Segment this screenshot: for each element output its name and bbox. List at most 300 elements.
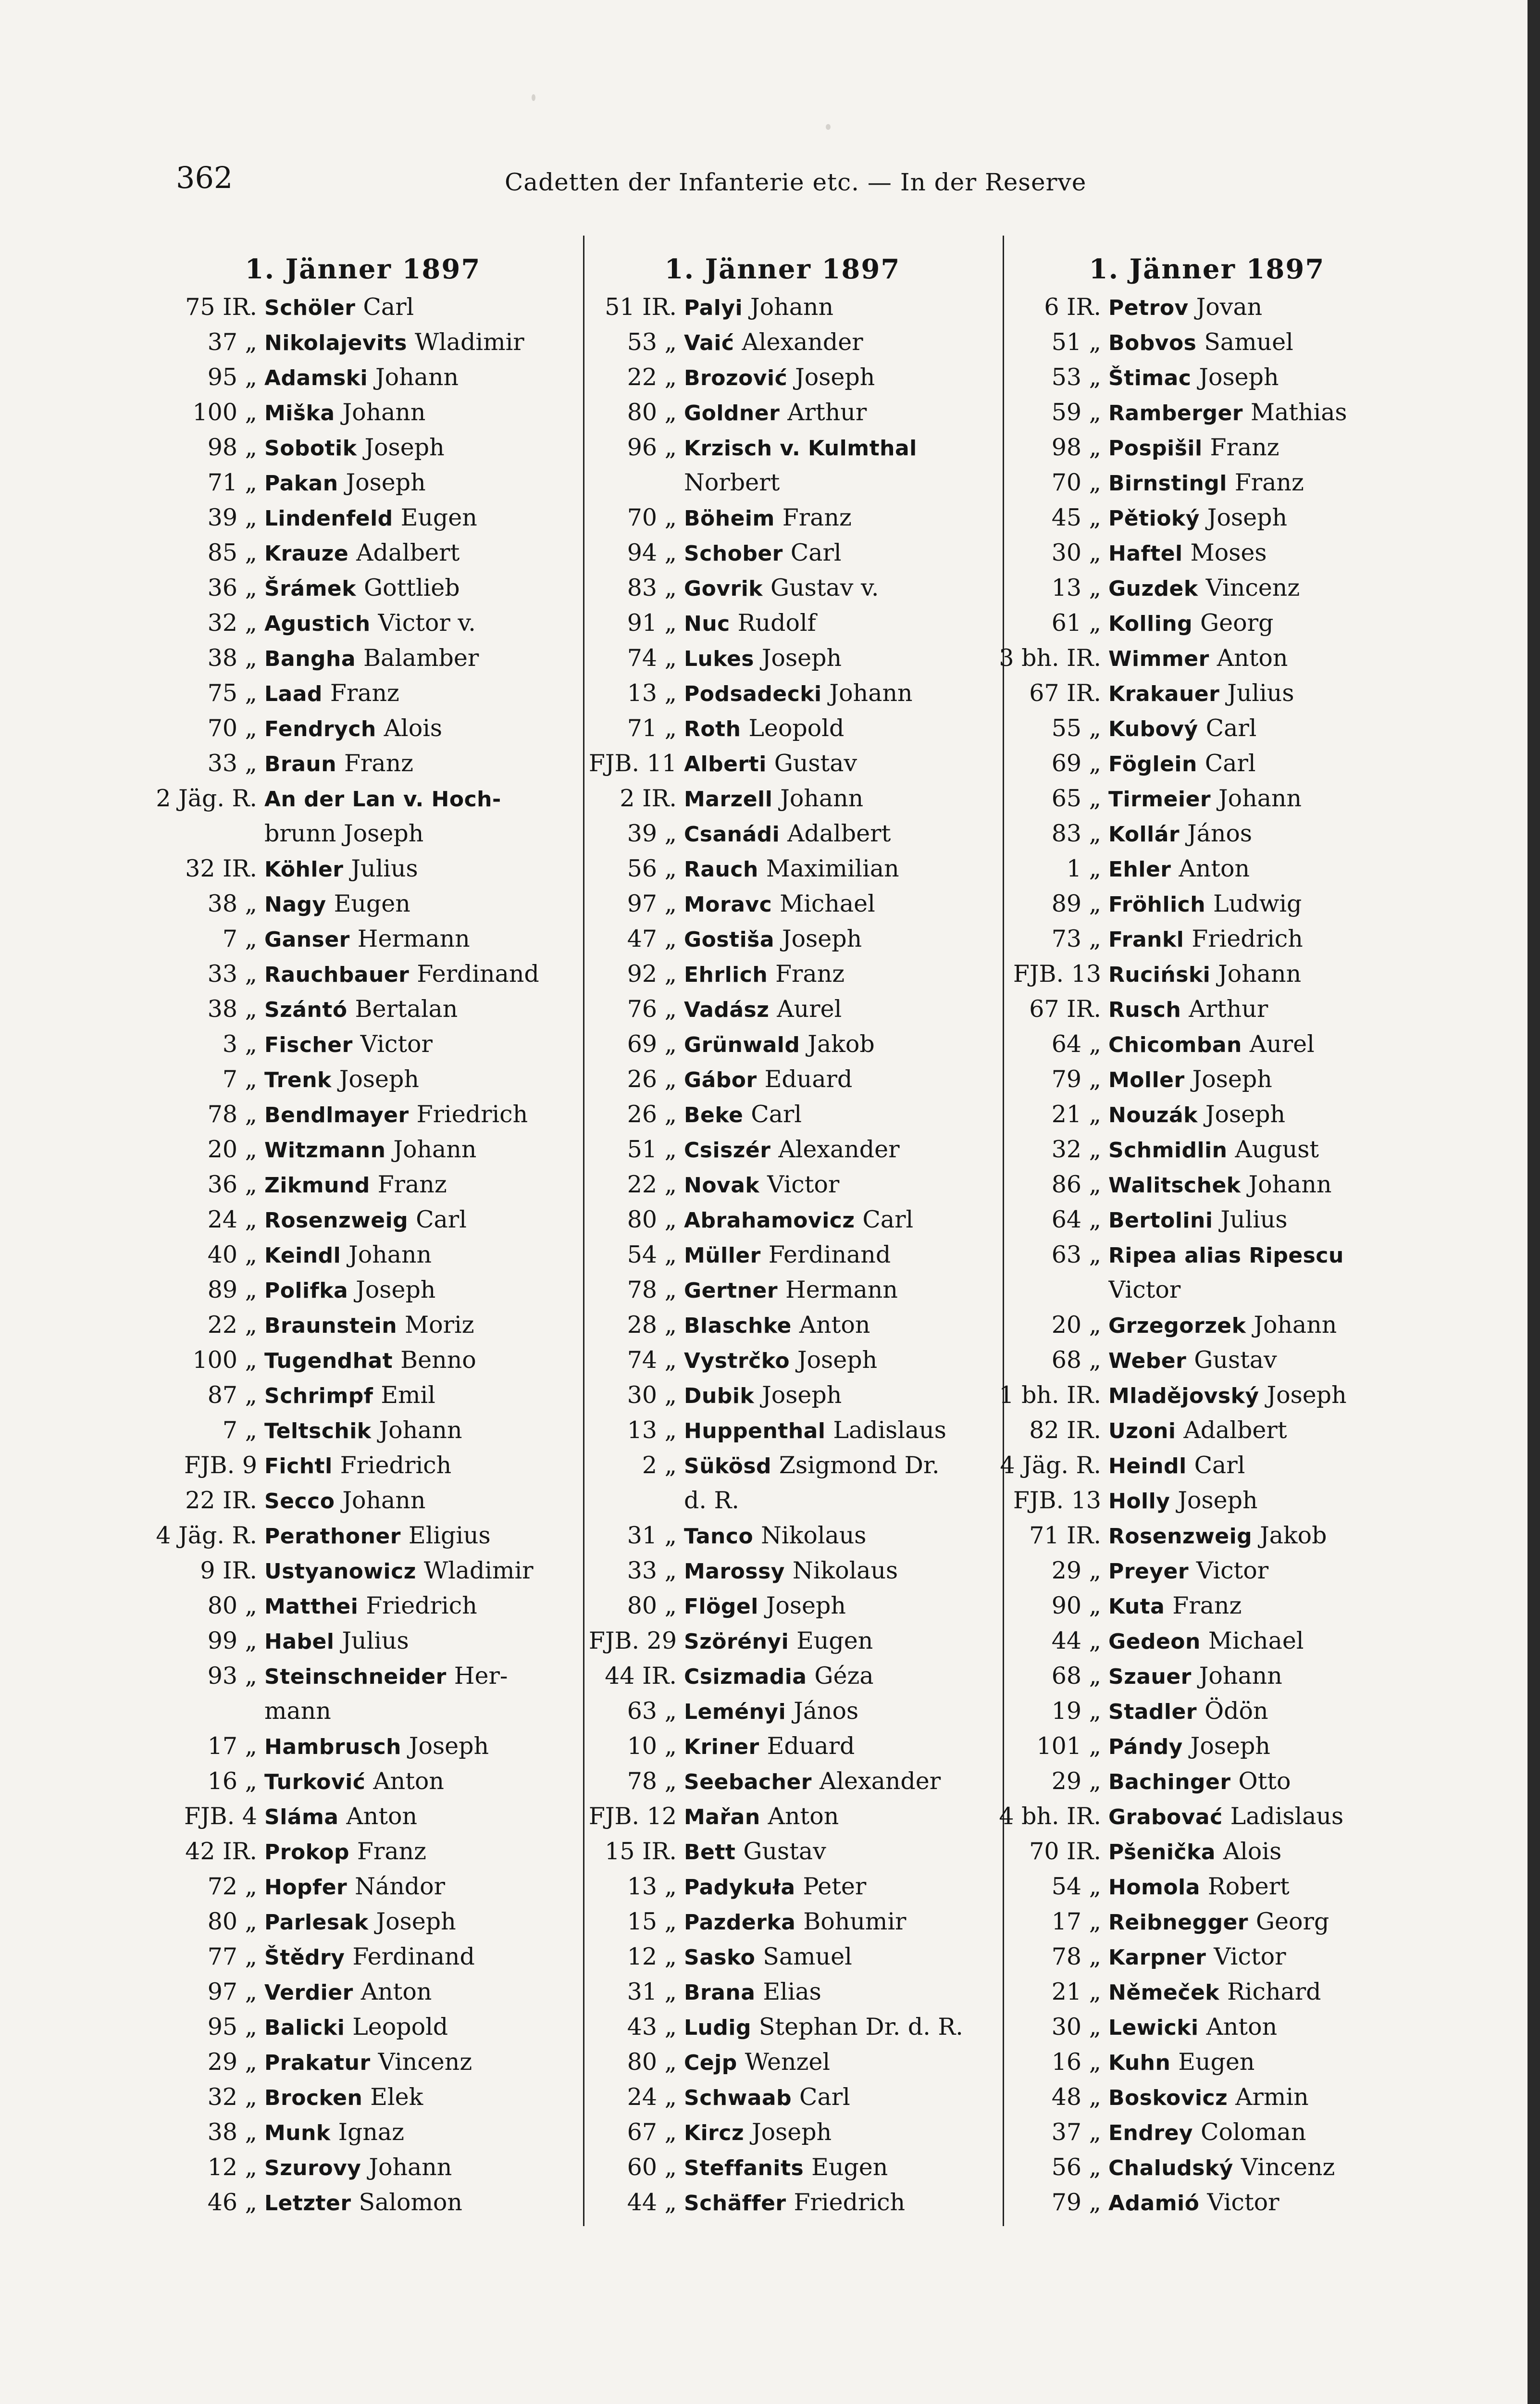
regiment-ref: 54 „ bbox=[1051, 1873, 1101, 1900]
running-title: Cadetten der Infanterie etc. — In der Reserve bbox=[505, 168, 1087, 196]
surname: Weber bbox=[1108, 1349, 1187, 1373]
entry-name bbox=[1108, 1904, 1416, 1940]
entry-name bbox=[264, 1167, 572, 1203]
list-item bbox=[154, 465, 572, 500]
surname: Vystrčko bbox=[684, 1349, 790, 1373]
given-name: Franz bbox=[775, 960, 845, 988]
regiment-ref: 70 „ bbox=[207, 714, 257, 742]
surname: Vaić bbox=[684, 331, 734, 355]
given-name: Arthur bbox=[787, 399, 867, 426]
list-item bbox=[573, 1939, 992, 1974]
surname: Gábor bbox=[684, 1068, 757, 1092]
surname: Kriner bbox=[684, 1735, 759, 1759]
list-item bbox=[998, 711, 1416, 746]
surname: Padykuła bbox=[684, 1875, 795, 1900]
entry-name bbox=[1108, 1623, 1416, 1659]
regiment-ref: 22 „ bbox=[207, 1311, 257, 1339]
entry-name bbox=[1108, 676, 1416, 712]
given-name: Leopold bbox=[352, 2013, 448, 2041]
list-item bbox=[998, 1377, 1416, 1413]
entry-name bbox=[684, 2185, 992, 2221]
regiment-ref: 10 „ bbox=[627, 1732, 677, 1760]
entry-name bbox=[264, 640, 572, 676]
surname: Adamió bbox=[1108, 2191, 1200, 2216]
regiment-ref: 33 „ bbox=[207, 960, 257, 988]
surname: Böheim bbox=[684, 506, 775, 531]
surname: Bobvos bbox=[1108, 331, 1197, 355]
surname: Abrahamovicz bbox=[684, 1208, 855, 1233]
regiment-ref: 78 „ bbox=[207, 1101, 257, 1128]
surname: Adamski bbox=[264, 366, 368, 390]
given-name: Carl bbox=[1205, 750, 1256, 777]
given-name: Carl bbox=[363, 293, 414, 321]
list-item bbox=[573, 2044, 992, 2079]
given-name: Leopold bbox=[748, 714, 845, 742]
entry-name bbox=[684, 1869, 992, 1905]
regiment-ref: 30 „ bbox=[627, 1381, 677, 1409]
given-name: Alois bbox=[384, 714, 443, 742]
surname: Heindl bbox=[1108, 1454, 1187, 1478]
entry-name bbox=[264, 2150, 572, 2186]
entry-name bbox=[684, 360, 992, 396]
surname: Štědry bbox=[264, 1945, 345, 1970]
surname: Nagy bbox=[264, 892, 326, 917]
list-item bbox=[154, 991, 572, 1027]
surname: Schwaab bbox=[684, 2086, 792, 2110]
regiment-ref: 1 bh. IR. bbox=[999, 1381, 1101, 1409]
column-heading: 1. Jänner 1897 bbox=[245, 253, 481, 285]
given-name: Julius bbox=[1227, 679, 1294, 707]
entry-name bbox=[684, 1728, 992, 1765]
given-name: Eugen bbox=[334, 890, 410, 917]
entry-name bbox=[684, 1658, 992, 1694]
surname: Govrik bbox=[684, 576, 763, 601]
surname: Perathoner bbox=[264, 1524, 401, 1549]
given-name: Samuel bbox=[763, 1943, 852, 1970]
given-name: Joseph bbox=[782, 925, 862, 952]
regiment-ref: 76 „ bbox=[627, 995, 677, 1023]
entry-name bbox=[1108, 2150, 1416, 2186]
surname: Pšenička bbox=[1108, 1840, 1216, 1865]
surname: Braun bbox=[264, 752, 337, 776]
given-name: Jovan bbox=[1196, 293, 1263, 321]
entry-name bbox=[264, 535, 572, 571]
list-item bbox=[998, 2150, 1416, 2185]
list-item bbox=[154, 1728, 572, 1764]
entry-name bbox=[264, 1799, 572, 1835]
given-name: Joseph bbox=[356, 1276, 436, 1303]
list-item bbox=[998, 1799, 1416, 1834]
given-name: Friedrich bbox=[1192, 925, 1303, 952]
regiment-ref: 44 IR. bbox=[605, 1662, 677, 1690]
regiment-ref: 3 „ bbox=[222, 1030, 257, 1058]
given-name: Eugen bbox=[811, 2154, 888, 2181]
regiment-ref: 37 „ bbox=[1051, 2118, 1101, 2146]
entry-name bbox=[684, 746, 992, 782]
list-item bbox=[998, 1132, 1416, 1167]
given-name: Johann bbox=[379, 1416, 462, 1444]
regiment-ref: 67 „ bbox=[627, 2118, 677, 2146]
list-item bbox=[998, 1307, 1416, 1342]
entry-name bbox=[684, 1623, 992, 1659]
list-item bbox=[998, 325, 1416, 360]
given-name: Joseph bbox=[751, 2118, 832, 2146]
list-item bbox=[154, 1553, 572, 1588]
entry-name bbox=[684, 2009, 992, 2045]
list-item bbox=[573, 640, 992, 676]
entry-name bbox=[264, 1974, 572, 2010]
entry-name bbox=[264, 1062, 572, 1098]
surname: Holly bbox=[1108, 1489, 1170, 1514]
given-name: Benno bbox=[400, 1346, 476, 1374]
given-name: Coloman bbox=[1201, 2118, 1306, 2146]
regiment-ref: 39 „ bbox=[627, 820, 677, 847]
entry-name bbox=[1108, 1693, 1416, 1729]
surname: Hambrusch bbox=[264, 1735, 401, 1759]
surname: Homola bbox=[1108, 1875, 1200, 1900]
surname: Rosenzweig bbox=[1108, 1524, 1253, 1549]
regiment-ref: 95 „ bbox=[207, 2013, 257, 2041]
given-name: Johann bbox=[1218, 785, 1302, 812]
given-name: Joseph bbox=[364, 434, 445, 461]
regiment-ref: 95 „ bbox=[207, 363, 257, 391]
list-item bbox=[998, 1237, 1416, 1272]
list-item bbox=[154, 956, 572, 991]
surname: Seebacher bbox=[684, 1770, 812, 1794]
given-name: Joseph bbox=[1192, 1065, 1272, 1093]
given-name: Franz bbox=[344, 750, 413, 777]
surname: Sobotik bbox=[264, 436, 357, 461]
list-item bbox=[998, 640, 1416, 676]
list-item bbox=[998, 605, 1416, 640]
given-name: Johann bbox=[369, 2154, 452, 2181]
surname: Brocken bbox=[264, 2086, 363, 2110]
entry-name bbox=[1108, 1869, 1416, 1905]
given-name: Alexander bbox=[819, 1767, 941, 1795]
regiment-ref: 79 „ bbox=[1051, 1065, 1101, 1093]
given-name: Gustav bbox=[1194, 1346, 1277, 1374]
entry-name bbox=[1108, 1518, 1416, 1554]
surname: Brozović bbox=[684, 366, 788, 390]
list-item bbox=[573, 1728, 992, 1764]
surname: Sláma bbox=[264, 1805, 339, 1829]
given-name: Joseph bbox=[766, 1592, 846, 1619]
list-item bbox=[573, 1167, 992, 1202]
list-item bbox=[573, 1974, 992, 2009]
given-name: Franz bbox=[330, 679, 399, 707]
given-name: Aurel bbox=[1249, 1030, 1315, 1058]
surname: Chicomban bbox=[1108, 1033, 1242, 1057]
list-item bbox=[573, 1097, 992, 1132]
list-item bbox=[998, 1728, 1416, 1764]
given-name: Eligius bbox=[408, 1522, 491, 1549]
surname: Agustich bbox=[264, 612, 371, 636]
list-item bbox=[154, 395, 572, 430]
regiment-ref: 98 „ bbox=[1051, 434, 1101, 461]
entry-name bbox=[684, 1027, 992, 1063]
surname: Marossy bbox=[684, 1559, 785, 1584]
given-name: Elek bbox=[370, 2083, 423, 2111]
regiment-ref: FJB. 13 bbox=[1013, 960, 1101, 988]
regiment-ref: 80 „ bbox=[627, 1592, 677, 1619]
entry-name bbox=[264, 1202, 572, 1238]
list-item bbox=[573, 781, 992, 816]
regiment-ref: 70 „ bbox=[627, 504, 677, 531]
regiment-ref: 93 „ bbox=[207, 1662, 257, 1690]
surname: Pazderka bbox=[684, 1910, 796, 1935]
regiment-ref: FJB. 11 bbox=[588, 750, 677, 777]
surname: Bett bbox=[684, 1840, 736, 1865]
given-name: Samuel bbox=[1204, 328, 1293, 356]
list-item bbox=[998, 1272, 1416, 1307]
given-name: Hermann bbox=[785, 1276, 898, 1303]
list-item bbox=[998, 2009, 1416, 2044]
given-name: Joseph bbox=[797, 1346, 878, 1374]
given-name: Michael bbox=[1208, 1627, 1304, 1654]
surname: Alberti bbox=[684, 752, 767, 776]
regiment-ref: 12 „ bbox=[207, 2154, 257, 2181]
list-item bbox=[154, 2115, 572, 2150]
regiment-ref: 82 IR. bbox=[1029, 1416, 1101, 1444]
regiment-ref: 75 „ bbox=[207, 679, 257, 707]
regiment-ref: 60 „ bbox=[627, 2154, 677, 2181]
list-item bbox=[573, 2079, 992, 2115]
column-3 bbox=[998, 250, 1416, 2220]
list-item bbox=[154, 1939, 572, 1974]
list-item bbox=[573, 851, 992, 886]
given-name: Maximilian bbox=[766, 855, 899, 882]
given-name: Anton bbox=[1217, 644, 1288, 672]
entry-name bbox=[264, 1377, 572, 1414]
regiment-ref: 51 IR. bbox=[605, 293, 677, 321]
entry-name bbox=[1108, 2009, 1416, 2045]
given-name: Jakob bbox=[807, 1030, 875, 1058]
surname: Szántó bbox=[264, 998, 348, 1022]
list-item bbox=[154, 605, 572, 640]
given-name: Moriz bbox=[404, 1311, 474, 1339]
entry-list bbox=[998, 289, 1416, 2220]
regiment-ref: 80 „ bbox=[207, 1592, 257, 1619]
surname: Kuta bbox=[1108, 1594, 1165, 1619]
given-name: Ferdinand bbox=[768, 1241, 891, 1268]
entry-name bbox=[684, 1448, 992, 1484]
regiment-ref: 56 „ bbox=[1051, 2154, 1101, 2181]
entry-name bbox=[684, 1483, 992, 1519]
surname: Walitschek bbox=[1108, 1173, 1241, 1198]
surname: Trenk bbox=[264, 1068, 332, 1092]
entry-name bbox=[264, 1553, 572, 1589]
surname: Kubový bbox=[1108, 717, 1198, 741]
list-item bbox=[154, 570, 572, 605]
regiment-ref: 24 „ bbox=[627, 2083, 677, 2111]
list-item bbox=[573, 1553, 992, 1588]
regiment-ref: FJB. 9 bbox=[184, 1452, 257, 1479]
regiment-ref: 68 „ bbox=[1051, 1346, 1101, 1374]
surname: Pětioký bbox=[1108, 506, 1200, 531]
given-name: Emil bbox=[381, 1381, 435, 1409]
entry-name bbox=[1108, 781, 1416, 817]
list-item bbox=[573, 465, 992, 500]
surname: Mladějovský bbox=[1108, 1384, 1259, 1408]
regiment-ref: 17 „ bbox=[207, 1732, 257, 1760]
list-item bbox=[573, 2115, 992, 2150]
given-name: Joseph bbox=[795, 363, 875, 391]
regiment-ref: 97 „ bbox=[627, 890, 677, 917]
given-name: Johann bbox=[780, 785, 864, 812]
list-item bbox=[154, 851, 572, 886]
entry-name bbox=[264, 1764, 572, 1800]
entry-name bbox=[684, 2079, 992, 2116]
regiment-ref: 96 „ bbox=[627, 434, 677, 461]
given-name: Zsigmond Dr. bbox=[779, 1452, 940, 1479]
entry-name bbox=[684, 289, 992, 326]
surname: Goldner bbox=[684, 401, 780, 426]
entry-name bbox=[264, 781, 572, 817]
entry-name bbox=[684, 395, 992, 431]
column-heading: 1. Jänner 1897 bbox=[664, 253, 901, 285]
entry-name bbox=[1108, 1377, 1416, 1414]
entry-name bbox=[264, 465, 572, 501]
surname: Schmidlin bbox=[1108, 1138, 1228, 1163]
given-name: Julius bbox=[342, 1627, 409, 1654]
list-item bbox=[573, 711, 992, 746]
regiment-ref: 36 „ bbox=[207, 1171, 257, 1198]
regiment-ref: 26 „ bbox=[627, 1065, 677, 1093]
regiment-ref: 78 „ bbox=[627, 1767, 677, 1795]
entry-name bbox=[264, 1097, 572, 1133]
list-item bbox=[573, 1658, 992, 1693]
given-name: Victor bbox=[1207, 2189, 1279, 2216]
entry-name bbox=[1108, 1799, 1416, 1835]
list-item bbox=[154, 1027, 572, 1062]
regiment-ref: 13 „ bbox=[627, 679, 677, 707]
regiment-ref: 26 „ bbox=[627, 1101, 677, 1128]
entry-name bbox=[1108, 1167, 1416, 1203]
given-name: d. R. bbox=[684, 1487, 739, 1514]
regiment-ref: 78 „ bbox=[627, 1276, 677, 1303]
surname: Kuhn bbox=[1108, 2051, 1171, 2075]
surname: Beke bbox=[684, 1103, 744, 1127]
surname: Mařan bbox=[684, 1805, 760, 1829]
given-name: Joseph bbox=[1207, 504, 1288, 531]
list-item bbox=[573, 1062, 992, 1097]
entry-name bbox=[264, 1658, 572, 1694]
list-item bbox=[998, 1483, 1416, 1518]
entry-name bbox=[1108, 1939, 1416, 1975]
given-name: Gottlieb bbox=[363, 574, 460, 601]
regiment-ref: 87 „ bbox=[207, 1381, 257, 1409]
given-name: Géza bbox=[814, 1662, 874, 1690]
entry-name bbox=[264, 430, 572, 466]
given-name: Joseph bbox=[762, 1381, 842, 1409]
surname: Nuc bbox=[684, 612, 730, 636]
given-name: Anton bbox=[373, 1767, 444, 1795]
list-item bbox=[573, 535, 992, 570]
surname: Föglein bbox=[1108, 752, 1197, 776]
given-name: Nikolaus bbox=[761, 1522, 867, 1549]
entry-name bbox=[264, 1483, 572, 1519]
regiment-ref: 71 „ bbox=[207, 469, 257, 496]
given-name: Victor bbox=[360, 1030, 433, 1058]
regiment-ref: 16 „ bbox=[1051, 2048, 1101, 2076]
entry-name bbox=[1108, 1658, 1416, 1694]
given-name: Joseph bbox=[409, 1732, 489, 1760]
regiment-ref: 64 „ bbox=[1051, 1206, 1101, 1233]
entry-name bbox=[1108, 1448, 1416, 1484]
surname: Schäffer bbox=[684, 2191, 786, 2216]
list-item bbox=[573, 956, 992, 991]
list-item bbox=[154, 1588, 572, 1623]
entry-name bbox=[264, 1693, 572, 1729]
list-item bbox=[998, 1623, 1416, 1658]
list-item bbox=[573, 921, 992, 956]
list-item bbox=[154, 640, 572, 676]
list-item bbox=[154, 2009, 572, 2044]
regiment-ref: 74 „ bbox=[627, 644, 677, 672]
surname: Karpner bbox=[1108, 1945, 1206, 1970]
entry-name bbox=[1108, 746, 1416, 782]
given-name: Carl bbox=[416, 1206, 467, 1233]
surname: Rauchbauer bbox=[264, 963, 410, 987]
column-2 bbox=[573, 250, 992, 2220]
surname: Sükösd bbox=[684, 1454, 772, 1478]
surname: Reibnegger bbox=[1108, 1910, 1248, 1935]
regiment-ref: 20 „ bbox=[207, 1136, 257, 1163]
entry-name bbox=[1108, 1202, 1416, 1238]
surname: An der Lan v. Hoch- bbox=[264, 787, 501, 812]
list-item bbox=[998, 676, 1416, 711]
list-item bbox=[573, 1588, 992, 1623]
entry-name bbox=[1108, 1027, 1416, 1063]
regiment-ref: 64 „ bbox=[1051, 1030, 1101, 1058]
regiment-ref: 24 „ bbox=[207, 1206, 257, 1233]
list-item bbox=[154, 2185, 572, 2220]
list-item bbox=[573, 500, 992, 535]
given-name: Nikolaus bbox=[792, 1557, 898, 1584]
surname: Preyer bbox=[1108, 1559, 1189, 1584]
entry-name bbox=[1108, 956, 1416, 992]
given-name: Wenzel bbox=[745, 2048, 831, 2076]
regiment-ref: 71 „ bbox=[627, 714, 677, 742]
given-name: August bbox=[1235, 1136, 1319, 1163]
regiment-ref: 2 IR. bbox=[620, 785, 677, 812]
entry-name bbox=[1108, 816, 1416, 852]
list-item bbox=[573, 746, 992, 781]
entry-name bbox=[684, 1693, 992, 1729]
regiment-ref: FJB. 4 bbox=[184, 1803, 257, 1830]
regiment-ref: 44 „ bbox=[627, 2189, 677, 2216]
list-item bbox=[154, 676, 572, 711]
regiment-ref: 45 „ bbox=[1051, 504, 1101, 531]
entry-name bbox=[264, 711, 572, 747]
list-item bbox=[998, 2079, 1416, 2115]
surname: Braunstein bbox=[264, 1314, 397, 1338]
surname: Ehler bbox=[1108, 857, 1171, 882]
regiment-ref: 4 bh. IR. bbox=[999, 1803, 1101, 1830]
entry-name bbox=[684, 325, 992, 361]
list-item bbox=[154, 535, 572, 570]
list-item bbox=[573, 1483, 992, 1518]
given-name: Julius bbox=[1220, 1206, 1288, 1233]
entry-name bbox=[1108, 289, 1416, 326]
entry-name bbox=[264, 1027, 572, 1063]
given-name: Julius bbox=[351, 855, 418, 882]
list-item bbox=[573, 2150, 992, 2185]
given-name: Anton bbox=[1179, 855, 1250, 882]
regiment-ref: 61 „ bbox=[1051, 609, 1101, 637]
list-item bbox=[154, 289, 572, 325]
given-name: Johann bbox=[342, 399, 426, 426]
